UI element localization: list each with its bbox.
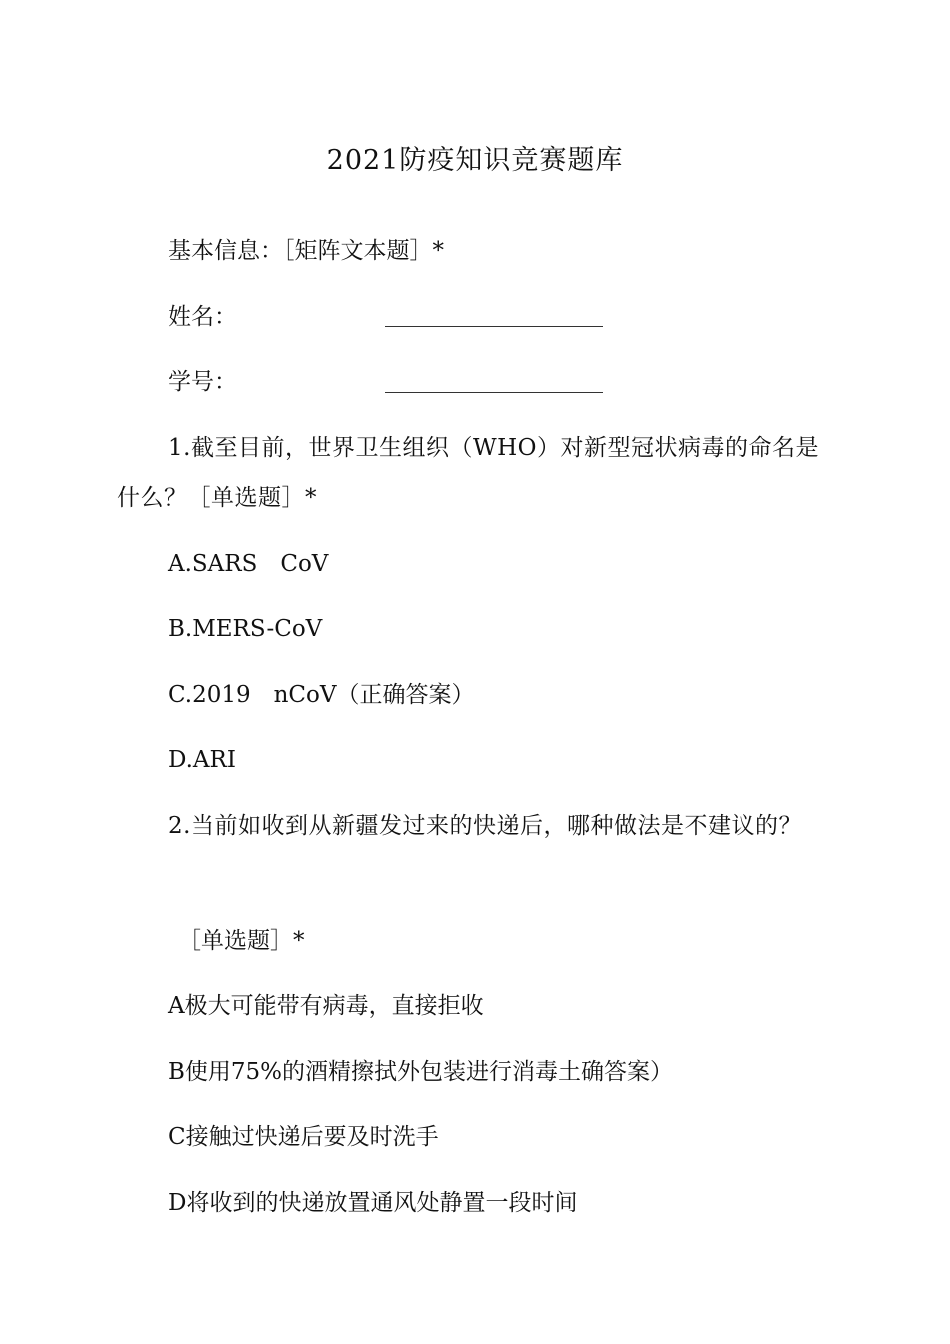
question-1-option-c: C.2019 nCoV（正确答案） (168, 682, 475, 708)
document-title: 2021防疫知识竞赛题库 (326, 145, 624, 176)
question-1-option-a: A.SARS CoV (168, 551, 329, 577)
question-1-text: 1.截至目前，世界卫生组织（WHO）对新型冠状病毒的命名是什么？［单选题］* (117, 435, 819, 511)
question-1-option-d: D.ARI (168, 747, 236, 773)
question-2-option-a: A极大可能带有病毒，直接拒收 (168, 993, 484, 1019)
name-label: 姓名： (168, 304, 237, 330)
basic-info-header: 基本信息：［矩阵文本题］* (168, 238, 444, 264)
question-2-type-label: ［单选题］* (178, 928, 305, 954)
student-id-blank-line[interactable] (385, 392, 603, 393)
question-2-option-c: C接触过快递后要及时洗手 (168, 1124, 439, 1150)
question-1-option-b: B.MERS-CoV (168, 616, 323, 642)
question-2-option-b: B使用75%的酒精擦拭外包装进行消毒土确答案） (168, 1059, 674, 1085)
student-id-label: 学号： (168, 369, 237, 395)
question-2-option-d: D将收到的快递放置通风处静置一段时间 (168, 1190, 578, 1216)
name-blank-line[interactable] (385, 326, 603, 327)
question-2-text: 2.当前如收到从新疆发过来的快递后，哪种做法是不建议的？ (168, 813, 802, 839)
